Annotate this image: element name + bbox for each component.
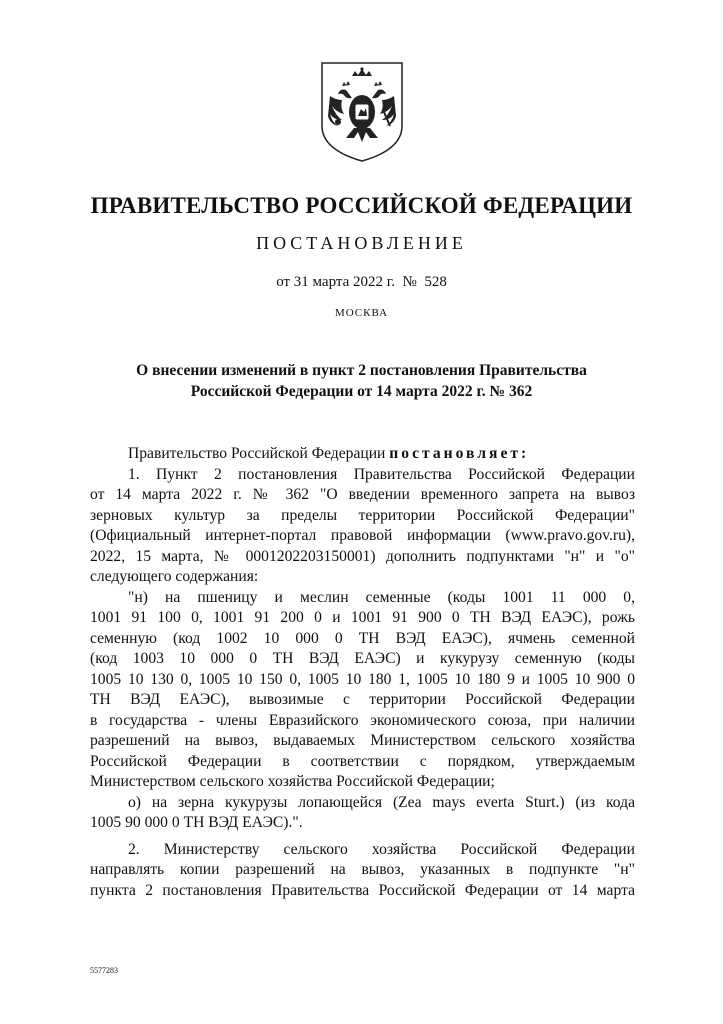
intro-line (90, 444, 635, 465)
subpoint-n-line: ТН ВЭД ЕАЭС), вывозимые с территории Российской Федерации (90, 691, 635, 708)
document-heading (96, 360, 627, 402)
paragraph-1-line: от 14 марта 2022 г. № 362 "О введении временного запрета на вывоз (90, 486, 635, 503)
paragraph-1-line: 2022, 15 марта, № 0001202203150001) дополнить подпунктами "н" и "о" (90, 547, 635, 565)
subpoint-o-line: о) на зерна кукурузы лопающейся (Zea mays everta Sturt.) (из кода (128, 793, 635, 811)
coat-of-arms-emblem (318, 60, 406, 164)
subpoint-o-line: 1005 90 000 0 ТН ВЭД ЕАЭС).". (90, 814, 303, 831)
intro-prefix: Правительство Российской Федерации (128, 445, 390, 462)
paragraph-1-line: зерновых культур за пределы территории Российской Федерации" (90, 506, 635, 524)
document-registration-code: 5577283 (90, 966, 118, 975)
heading-line: О внесении изменений в пункт 2 постановления Правительства (136, 362, 587, 379)
paragraph-1-line: (Официальный интернет-портал правовой информации (www.pravo.gov.ru), (90, 527, 635, 544)
government-title: ПРАВИТЕЛЬСТВО РОССИЙСКОЙ ФЕДЕРАЦИИ (90, 193, 633, 218)
document-body (90, 444, 635, 901)
subpoint-n-line: Российской Федерации в соответствии с порядком, утверждаемым (90, 752, 635, 770)
paragraph-2-line: 2. Министерству сельского хозяйства Российской Федерации (128, 840, 635, 858)
document-type: ПОСТАНОВЛЕНИЕ (256, 233, 467, 253)
subpoint-n-line: в государства - члены Евразийского экономического союза, при наличии (90, 711, 635, 729)
subpoint-n-line: разрешений на вывоз, выдаваемых Министерством сельского хозяйства (90, 732, 635, 749)
paragraph-2-line: пункта 2 постановления Правительства Российской Федерации от 14 марта (90, 881, 635, 899)
subpoint-n-line: "н) на пшеницу и меслин семенные (коды 1001 11 000 0, (128, 588, 635, 606)
paragraph-2-line: направлять копии разрешений на вывоз, указанных в подпункте "н" (90, 861, 635, 878)
subpoint-n-line: семенную (код 1002 10 000 0 ТН ВЭД ЕАЭС), ячмень семенной (90, 629, 635, 647)
subpoint-n-line: 1005 10 130 0, 1005 10 150 0, 1005 10 180 1, 1005 10 180 9 и 1005 10 900 0 (90, 670, 635, 688)
paragraph-1-line: 1. Пункт 2 постановления Правительства Российской Федерации (128, 465, 635, 483)
heading-line: Российской Федерации от 14 марта 2022 г. № 362 (190, 383, 533, 400)
intro-decree-word: постановляет: (389, 445, 530, 462)
subpoint-n-line: (код 1003 10 000 0 ТН ВЭД ЕАЭС) и кукурузу семенную (коды (90, 650, 635, 667)
document-date-number: от 31 марта 2022 г. № 528 (276, 274, 447, 290)
paragraph-1-line: следующего содержания: (90, 568, 259, 585)
city-name: МОСКВА (334, 307, 389, 319)
subpoint-n-line: 1001 91 100 0, 1001 91 200 0 и 1001 91 900 0 ТН ВЭД ЕАЭС), рожь (90, 609, 635, 626)
subpoint-n-line: Министерством сельского хозяйства Российской Федерации; (90, 773, 495, 790)
